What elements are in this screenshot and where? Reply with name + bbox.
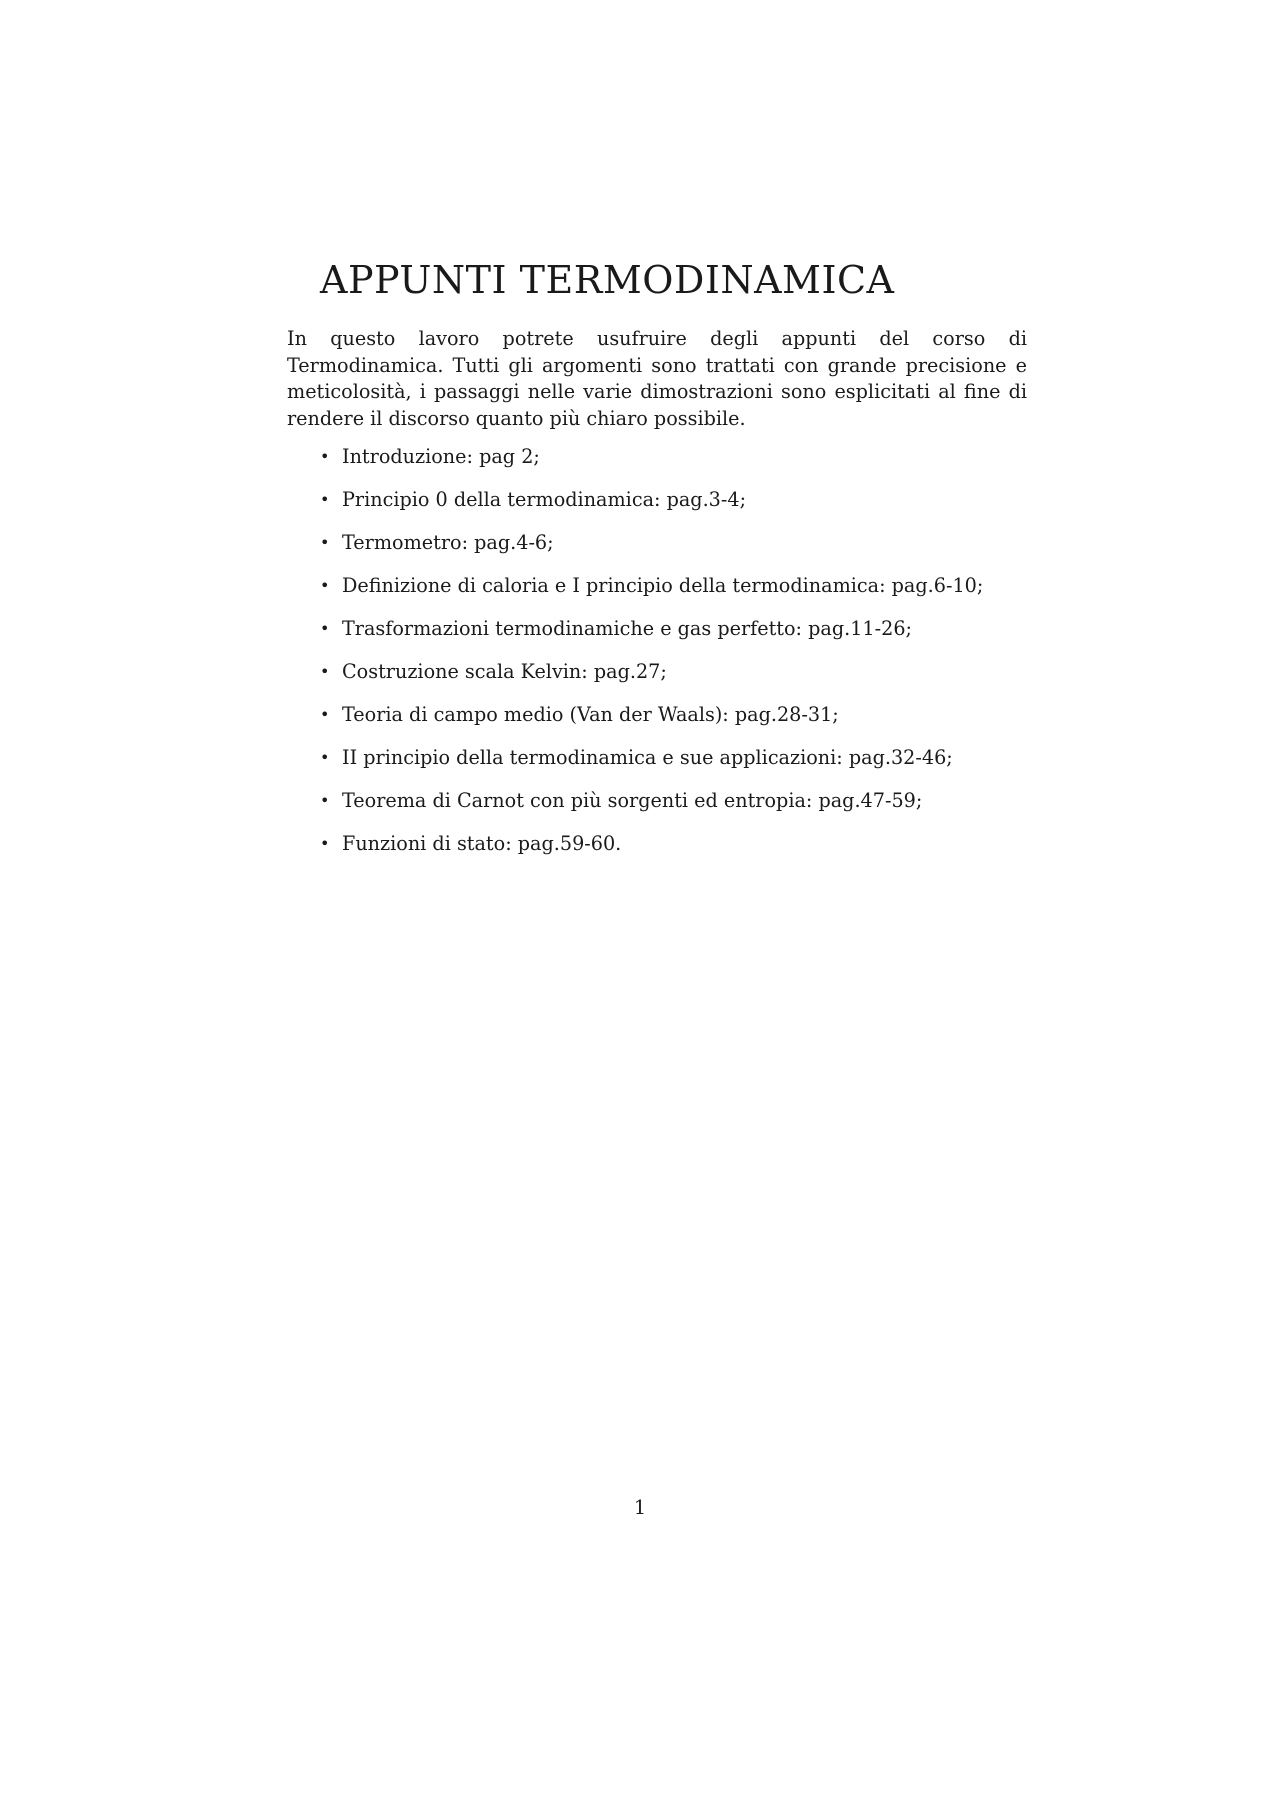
list-item [287,831,1047,874]
page-number: 1 [633,1496,647,1519]
list-item-label: Definizione di caloria e I principio della termodinamica: pag.6-10; [342,574,984,597]
bullet-icon: • [320,533,330,552]
bullet-icon: • [320,619,330,638]
document-title: APPUNTI TERMODINAMICA [320,258,895,302]
list-item-label: Principio 0 della termodinamica: pag.3-4; [342,488,747,511]
list-item-label: Funzioni di stato: pag.59-60. [342,832,622,855]
list-item [287,659,1047,702]
list-item [287,616,1047,659]
contents-list [287,444,1047,874]
intro-paragraph: In questo lavoro potrete usufruire degli appunti del corso di Termodinamica. Tutti gli argomenti sono trattati con grande precisione e meticolosità, i passaggi nelle varie dimostrazioni sono esplicitati al fine di rendere il discorso quanto più chiaro possibile. [287,327,1027,430]
list-item [287,487,1047,530]
bullet-icon: • [320,576,330,595]
list-item-label: Trasformazioni termodinamiche e gas perfetto: pag.11-26; [342,617,913,640]
list-item [287,444,1047,487]
bullet-icon: • [320,490,330,509]
list-item [287,702,1047,745]
list-item [287,745,1047,788]
list-item-label: II principio della termodinamica e sue applicazioni: pag.32-46; [342,746,953,769]
list-item-label: Teoria di campo medio (Van der Waals): pag.28-31; [342,703,839,726]
bullet-icon: • [320,662,330,681]
list-item [287,573,1047,616]
bullet-icon: • [320,791,330,810]
bullet-icon: • [320,447,330,466]
list-item [287,788,1047,831]
list-item-label: Costruzione scala Kelvin: pag.27; [342,660,667,683]
bullet-icon: • [320,748,330,767]
bullet-icon: • [320,834,330,853]
list-item [287,530,1047,573]
bullet-icon: • [320,705,330,724]
list-item-label: Termometro: pag.4-6; [342,531,554,554]
list-item-label: Teorema di Carnot con più sorgenti ed entropia: pag.47-59; [342,789,923,812]
list-item-label: Introduzione: pag 2; [342,445,540,468]
